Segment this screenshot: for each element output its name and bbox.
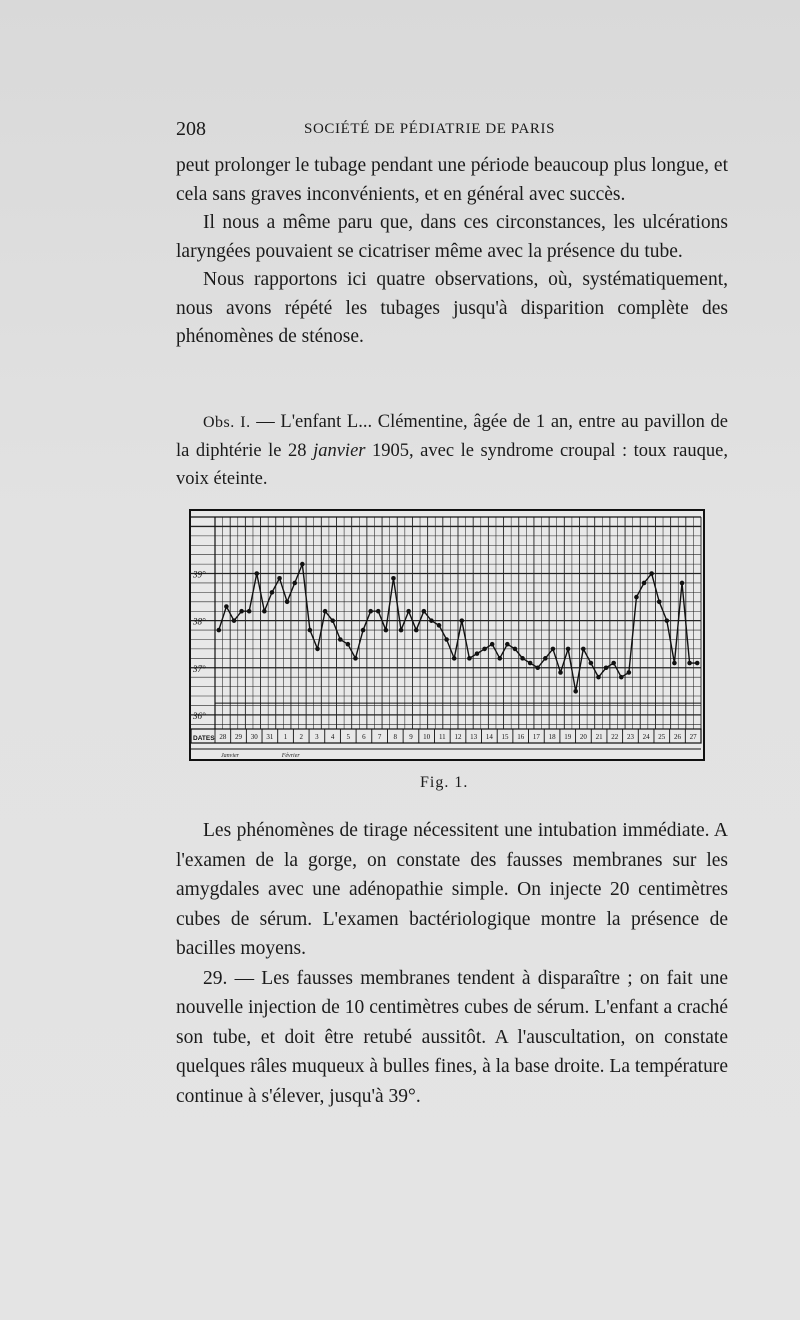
date-label: 14 (485, 733, 493, 741)
temperature-point (224, 604, 229, 609)
temperature-point (596, 675, 601, 680)
temperature-point (338, 637, 343, 642)
observation-text-before: — L'enfant L... Clémentine, âgée de 1 an, entre au pavillon de la diphtérie le 28 (176, 412, 729, 461)
temperature-point (452, 656, 457, 661)
temperature-point (672, 661, 677, 666)
date-label: 2 (299, 733, 303, 741)
temperature-point (247, 609, 252, 614)
date-label: 31 (266, 733, 274, 741)
temperature-point (300, 562, 305, 567)
date-label: 30 (250, 733, 258, 741)
temperature-point (285, 600, 290, 605)
date-label: 21 (595, 733, 603, 741)
observation-date-italic: janvier (313, 441, 366, 461)
temperature-point (505, 642, 510, 647)
temperature-point (429, 618, 434, 623)
running-title: SOCIÉTÉ DE PÉDIATRIE DE PARIS (304, 121, 556, 137)
temperature-point (482, 647, 487, 652)
date-label: 5 (346, 733, 351, 741)
temperature-point (581, 647, 586, 652)
date-label: 24 (642, 733, 650, 741)
date-label: 6 (362, 733, 366, 741)
temperature-point (528, 661, 533, 666)
temperature-point (376, 609, 381, 614)
temperature-point (467, 656, 472, 661)
temperature-point (695, 661, 700, 666)
temperature-point (239, 609, 244, 614)
temperature-point (589, 661, 594, 666)
temperature-point (437, 623, 442, 628)
temperature-point (406, 609, 411, 614)
temperature-point (551, 647, 556, 652)
observation-paragraph (176, 408, 728, 493)
date-label: 26 (673, 733, 681, 741)
temperature-point (490, 642, 495, 647)
temperature-point (384, 628, 389, 633)
month-label: Janvier (221, 753, 239, 759)
temperature-chart-svg (189, 509, 705, 761)
temperature-point (346, 642, 351, 647)
temperature-point (399, 628, 404, 633)
date-label: 3 (315, 733, 319, 741)
temperature-point (558, 670, 563, 675)
date-label: 10 (423, 733, 431, 741)
observation-label: Obs. I. (203, 414, 251, 431)
date-label: 22 (611, 733, 619, 741)
temperature-point (649, 571, 654, 576)
date-label: 28 (219, 733, 227, 741)
intro-text (176, 152, 728, 352)
temperature-point (619, 675, 624, 680)
date-label: 25 (658, 733, 666, 741)
temperature-point (292, 581, 297, 586)
temperature-point (414, 628, 419, 633)
temperature-point (444, 637, 449, 642)
paragraph-3: Nous rapportons ici quatre observations, où, systématiquement, nous avons répété les tubages jusqu'à disparition complète des phénomènes de sténose. (176, 269, 728, 347)
y-tick-label: 39° (193, 569, 206, 580)
date-label: 9 (409, 733, 413, 741)
paragraph-4: Les phénomènes de tirage nécessitent une intubation immédiate. A l'examen de la gorge, on constate des fausses membranes sur les amygdales avec une adénopathie simple. On injecte 20 centimètres cubes de sérum. L'examen bactériologique montre la présence de bacilles moyens. (176, 820, 728, 959)
temperature-point (308, 628, 313, 633)
temperature-point (642, 581, 647, 586)
paragraph-5: 29. — Les fausses membranes tendent à disparaître ; on fait une nouvelle injection de 10 centimètres cubes de sérum. L'enfant a craché son tube, et doit être retubé aussitôt. A l'auscultation, on constate quelques râles muqueux à bulles fines, à la base droite. La température continue à s'élever, jusqu'à 39°. (176, 967, 728, 1107)
date-label: 4 (330, 733, 335, 741)
dates-label: DATES (193, 735, 215, 742)
temperature-point (520, 656, 525, 661)
temperature-point (611, 661, 616, 666)
temperature-point (497, 656, 502, 661)
date-label: 27 (689, 733, 697, 741)
month-label: Février (281, 753, 300, 759)
clinical-text (176, 816, 728, 1111)
temperature-point (216, 628, 221, 633)
figure-caption: Fig. 1. (420, 774, 469, 791)
temperature-point (330, 618, 335, 623)
temperature-point (627, 670, 632, 675)
temperature-point (391, 576, 396, 581)
temperature-point (573, 689, 578, 694)
temperature-point (361, 628, 366, 633)
date-label: 20 (579, 733, 587, 741)
temperature-point (232, 618, 237, 623)
temperature-point (513, 647, 518, 652)
date-label: 11 (438, 733, 446, 741)
y-tick-label: 38° (193, 616, 206, 627)
date-label: 15 (501, 733, 509, 741)
date-label: 17 (532, 733, 540, 741)
date-label: 29 (235, 733, 243, 741)
temperature-point (543, 656, 548, 661)
temperature-point (315, 647, 320, 652)
date-label: 19 (564, 733, 572, 741)
date-label: 12 (454, 733, 462, 741)
date-label: 18 (548, 733, 556, 741)
page-number: 208 (176, 118, 206, 140)
temperature-point (277, 576, 282, 581)
chart-frame (190, 510, 704, 760)
temperature-point (680, 581, 685, 586)
page-header (176, 118, 728, 144)
temperature-point (422, 609, 427, 614)
date-label: 1 (283, 733, 288, 741)
paragraph-2: Il nous a même paru que, dans ces circonstances, les ulcérations laryngées pouvaient se cicatriser même avec la présence du tube. (176, 212, 728, 262)
temperature-point (634, 595, 639, 600)
observation-text-after: 1905, avec le syndrome croupal : toux rauque, voix éteinte. (176, 441, 728, 489)
temperature-point (475, 651, 480, 656)
date-label: 7 (377, 733, 382, 741)
date-label: 13 (470, 733, 478, 741)
temperature-point (254, 571, 259, 576)
temperature-point (270, 590, 275, 595)
temperature-point (353, 656, 358, 661)
temperature-point (687, 661, 692, 666)
y-tick-label: 36° (193, 710, 206, 721)
temperature-point (459, 618, 464, 623)
date-label: 23 (626, 733, 634, 741)
temperature-chart (189, 509, 705, 761)
temperature-point (535, 665, 540, 670)
temperature-point (368, 609, 373, 614)
temperature-point (323, 609, 328, 614)
temperature-point (566, 647, 571, 652)
temperature-point (604, 665, 609, 670)
temperature-point (657, 600, 662, 605)
y-tick-label: 37° (193, 663, 206, 674)
date-label: 8 (393, 733, 398, 741)
date-label: 16 (517, 733, 525, 741)
temperature-point (665, 618, 670, 623)
paragraph-1: peut prolonger le tubage pendant une période beaucoup plus longue, et cela sans graves inconvénients, et en général avec succès. (176, 155, 728, 205)
temperature-point (262, 609, 267, 614)
